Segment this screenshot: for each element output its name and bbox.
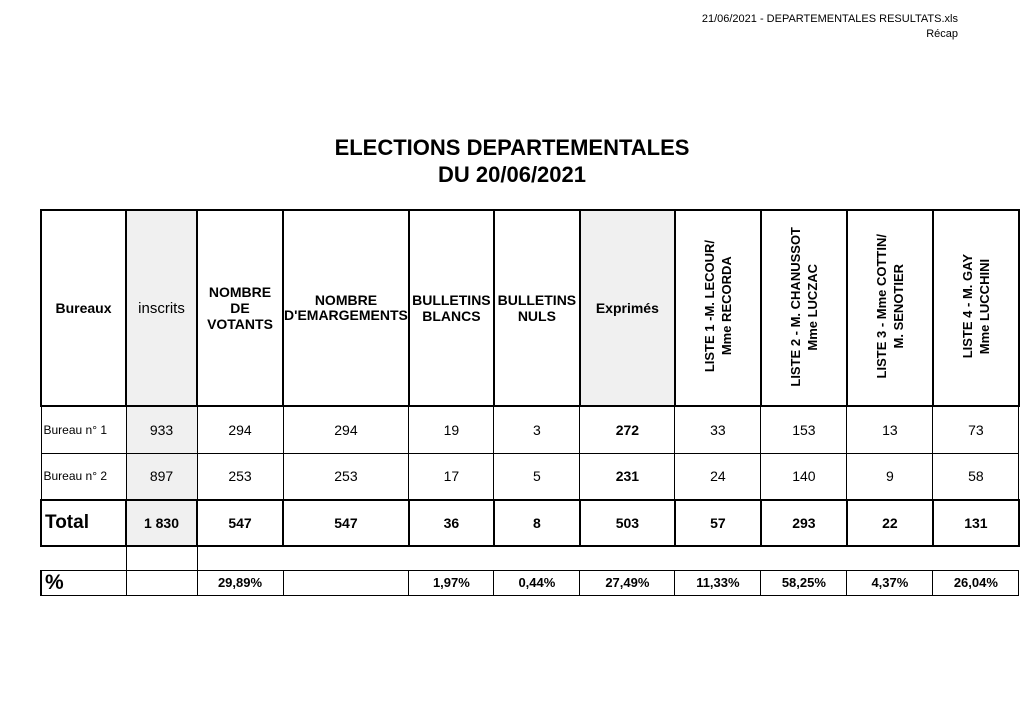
spacer-cell — [41, 546, 126, 570]
col-header-emargements: NOMBRE D'EMARGEMENTS — [283, 210, 409, 406]
liste-3-line-2: M. SENOTIER — [890, 264, 906, 349]
col-header-exprimes: Exprimés — [580, 210, 675, 406]
liste-4-line-1: LISTE 4 - M. GAY — [959, 254, 975, 359]
col-header-bureaux: Bureaux — [41, 210, 126, 406]
liste-2-value: 153 — [761, 406, 847, 453]
liste-1-label — [701, 240, 735, 372]
liste-2-line-2: Mme LUCZAC — [804, 263, 820, 350]
percent-nuls: 0,44% — [494, 570, 580, 595]
blancs-value: 19 — [409, 406, 494, 453]
total-liste-2: 293 — [761, 500, 847, 546]
liste-2-line-1: LISTE 2 - M. CHANUSSOT — [787, 226, 803, 387]
percent-exprimes: 27,49% — [580, 570, 675, 595]
col-header-votants: NOMBRE DE VOTANTS — [197, 210, 283, 406]
total-liste-4: 131 — [933, 500, 1019, 546]
bureau-name: Bureau n° 2 — [41, 453, 126, 500]
table-row — [41, 406, 1019, 453]
col-header-liste-3 — [847, 210, 933, 406]
liste-3-value: 9 — [847, 453, 933, 500]
percent-label: % — [41, 570, 126, 595]
spacer-cell — [933, 546, 1019, 570]
emargements-value: 253 — [283, 453, 409, 500]
percent-liste-1: 11,33% — [675, 570, 761, 595]
results-table — [40, 209, 1020, 596]
page-title — [0, 134, 1024, 188]
table-row — [41, 453, 1019, 500]
total-emargements: 547 — [283, 500, 409, 546]
spacer-cell — [494, 546, 580, 570]
col-header-liste-4 — [933, 210, 1019, 406]
liste-2-value: 140 — [761, 453, 847, 500]
blancs-value: 17 — [409, 453, 494, 500]
percent-inscrits — [126, 570, 197, 595]
votants-value: 253 — [197, 453, 283, 500]
liste-4-value: 58 — [933, 453, 1019, 500]
liste-4-value: 73 — [933, 406, 1019, 453]
col-header-inscrits: inscrits — [126, 210, 197, 406]
inscrits-value: 897 — [126, 453, 197, 500]
total-label: Total — [41, 500, 126, 546]
title-line-1: ELECTIONS DEPARTEMENTALES — [334, 135, 690, 160]
percent-blancs: 1,97% — [409, 570, 494, 595]
emargements-value: 294 — [283, 406, 409, 453]
spacer-row — [41, 546, 1019, 570]
nuls-value: 5 — [494, 453, 580, 500]
percent-liste-3: 4,37% — [847, 570, 933, 595]
spacer-cell — [197, 546, 283, 570]
liste-4-label — [959, 254, 993, 358]
title-line-2: DU 20/06/2021 — [438, 162, 586, 187]
spacer-cell — [283, 546, 409, 570]
document-header — [702, 12, 958, 42]
liste-1-value: 33 — [675, 406, 761, 453]
spacer-cell — [675, 546, 761, 570]
total-nuls: 8 — [494, 500, 580, 546]
liste-1-line-1: LISTE 1 -M. LECOUR/ — [701, 240, 717, 373]
votants-value: 294 — [197, 406, 283, 453]
liste-2-label — [787, 227, 821, 387]
inscrits-value: 933 — [126, 406, 197, 453]
liste-1-line-2: Mme RECORDA — [718, 257, 734, 356]
header-row — [41, 210, 1019, 406]
liste-4-line-2: Mme LUCCHINI — [976, 258, 992, 355]
percent-liste-2: 58,25% — [761, 570, 847, 595]
liste-3-value: 13 — [847, 406, 933, 453]
spacer-cell — [580, 546, 675, 570]
nuls-value: 3 — [494, 406, 580, 453]
total-liste-1: 57 — [675, 500, 761, 546]
total-row — [41, 500, 1019, 546]
total-exprimes: 503 — [580, 500, 675, 546]
percent-row — [41, 570, 1019, 595]
total-liste-3: 22 — [847, 500, 933, 546]
col-header-blancs: BULLETINS BLANCS — [409, 210, 494, 406]
spacer-cell — [409, 546, 494, 570]
total-votants: 547 — [197, 500, 283, 546]
liste-3-label — [873, 234, 907, 378]
total-inscrits: 1 830 — [126, 500, 197, 546]
spacer-cell — [761, 546, 847, 570]
col-header-liste-2 — [761, 210, 847, 406]
exprimes-value: 231 — [580, 453, 675, 500]
sheet-name: Récap — [926, 28, 958, 40]
spacer-cell — [126, 546, 197, 570]
liste-3-line-1: LISTE 3 - Mme COTTIN/ — [873, 234, 889, 379]
col-header-nuls: BULLETINS NULS — [494, 210, 580, 406]
file-info: 21/06/2021 - DEPARTEMENTALES RESULTATS.xls — [701, 13, 958, 25]
total-blancs: 36 — [409, 500, 494, 546]
bureau-name: Bureau n° 1 — [41, 406, 126, 453]
col-header-liste-1 — [675, 210, 761, 406]
percent-votants: 29,89% — [197, 570, 283, 595]
liste-1-value: 24 — [675, 453, 761, 500]
percent-liste-4: 26,04% — [933, 570, 1019, 595]
exprimes-value: 272 — [580, 406, 675, 453]
percent-emargements — [283, 570, 409, 595]
spacer-cell — [847, 546, 933, 570]
